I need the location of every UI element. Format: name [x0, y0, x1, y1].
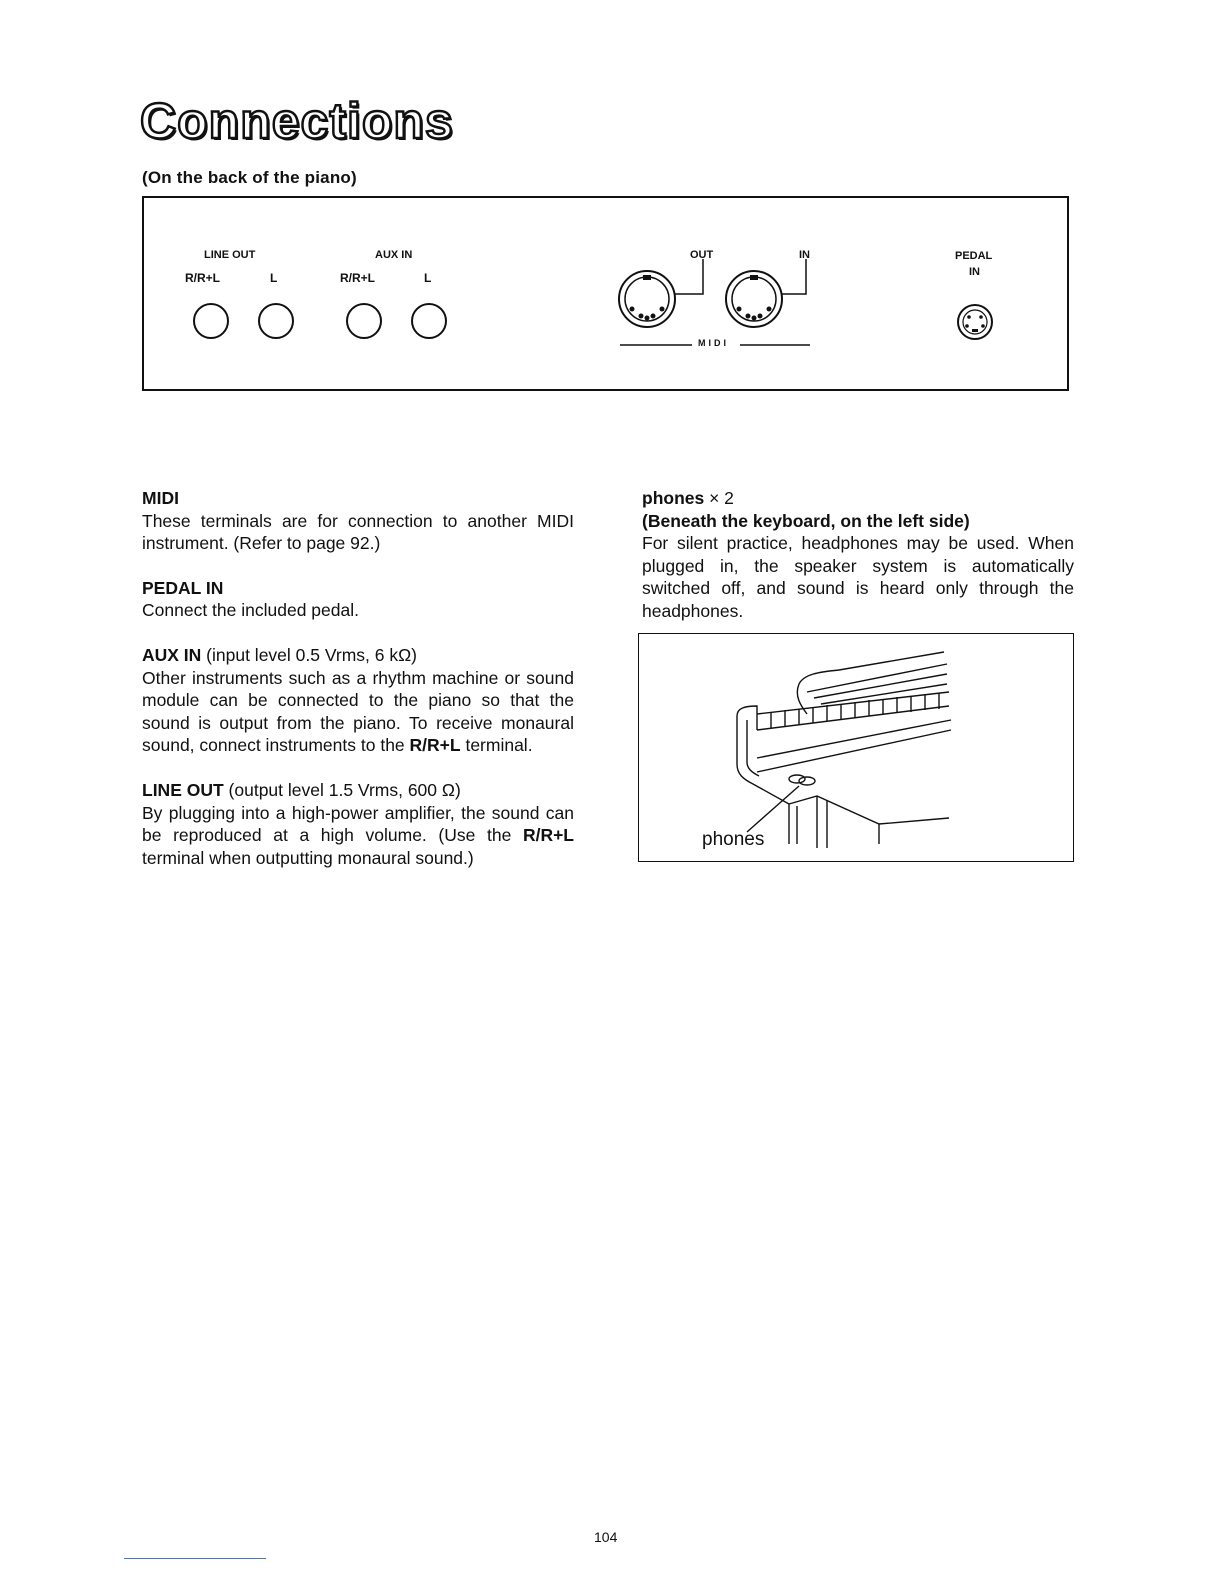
aux-in-body-block — [142, 667, 574, 757]
midi-heading: MIDI — [142, 488, 179, 508]
pedal-label: PEDAL — [955, 250, 993, 262]
footer-rule — [124, 1558, 266, 1559]
midi-in-label: IN — [799, 249, 810, 261]
phones-count: × 2 — [704, 488, 734, 508]
right-column — [642, 487, 1074, 623]
pedal-in-heading: PEDAL IN — [142, 577, 224, 598]
aux-in-heading: AUX IN — [142, 644, 202, 665]
phones-subheading: (Beneath the keyboard, on the left side) — [642, 510, 970, 531]
aux-in-label: AUX IN — [375, 249, 413, 261]
line-out-l-jack[interactable] — [259, 304, 293, 338]
phones-illustration-label: phones — [702, 829, 765, 850]
phones-illustration — [638, 633, 1074, 862]
line-out-spec: (output level 1.5 Vrms, 600 Ω) — [223, 779, 461, 800]
phones-heading: phones — [642, 488, 705, 508]
line-out-section — [142, 779, 574, 869]
aux-in-section — [142, 644, 574, 757]
line-out-rl-jack[interactable] — [194, 304, 228, 338]
aux-in-rl-jack[interactable] — [347, 304, 381, 338]
midi-section — [142, 487, 574, 555]
line-out-body-block — [142, 802, 574, 870]
line-out-term: R/R+L — [522, 825, 574, 846]
aux-in-l-label: L — [424, 271, 432, 285]
left-column — [142, 487, 574, 891]
pedal-in-socket[interactable] — [958, 305, 992, 339]
pedal-in-section — [142, 577, 574, 622]
phones-body: For silent practice, headphones may be used. When plugged in, the speaker system is automatically switched off, and sound is heard only through the headphones. — [642, 533, 1074, 621]
line-out-heading: LINE OUT — [142, 779, 224, 800]
pedal-in-body: Connect the included pedal. — [142, 600, 359, 621]
midi-body: These terminals are for connection to another MIDI instrument. (Refer to page 92.) — [142, 510, 574, 554]
line-out-l-label: L — [270, 271, 278, 285]
midi-out-socket[interactable] — [619, 259, 703, 327]
piano-underside-drawing — [639, 634, 1074, 862]
line-out-rl-label: R/R+L — [185, 271, 221, 285]
back-panel-drawing — [144, 198, 1071, 393]
page-title: Connections — [140, 93, 454, 149]
aux-in-l-jack[interactable] — [412, 304, 446, 338]
line-out-label: LINE OUT — [204, 249, 256, 261]
back-panel-diagram — [142, 196, 1069, 391]
aux-in-tail: terminal. — [460, 735, 533, 756]
line-out-body: By plugging into a high-power amplifier, the sound can be reproduced at a high volume. (Use the — [142, 802, 574, 846]
midi-out-label: OUT — [690, 249, 714, 261]
pedal-in-label: IN — [969, 266, 980, 278]
page-number: 104 — [594, 1529, 618, 1545]
aux-in-body: Other instruments such as a rhythm machine or sound module can be connected to the piano so that the sound is output from the piano. To receive monaural sound, connect instruments to the — [142, 667, 574, 756]
midi-in-socket[interactable] — [726, 259, 806, 327]
aux-in-term: R/R+L — [409, 735, 461, 756]
line-out-tail: terminal when outputting monaural sound.) — [142, 847, 474, 868]
aux-in-rl-label: R/R+L — [340, 271, 376, 285]
midi-label: MIDI — [698, 338, 729, 348]
subtitle: (On the back of the piano) — [142, 168, 357, 187]
aux-in-spec: (input level 0.5 Vrms, 6 kΩ) — [201, 644, 418, 665]
